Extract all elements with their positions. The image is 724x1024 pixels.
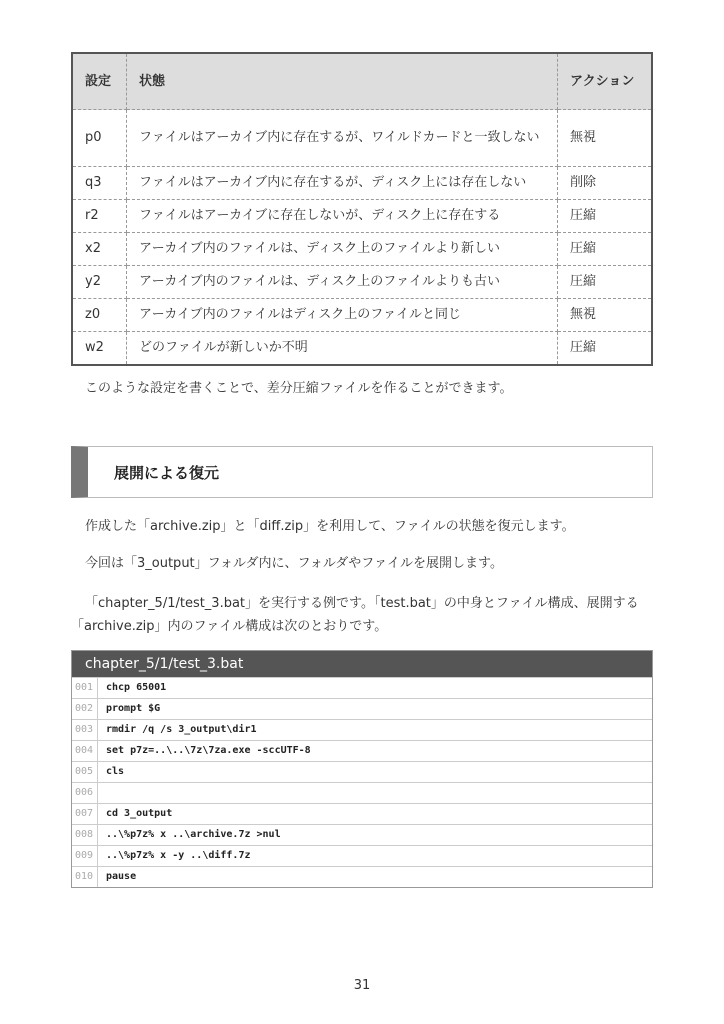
cell-action: 無視 — [558, 110, 653, 167]
code-line — [72, 698, 652, 719]
code-line — [72, 803, 652, 824]
table-row — [72, 200, 652, 233]
code-line — [72, 740, 652, 761]
table-row — [72, 233, 652, 266]
header-state: 状態 — [127, 53, 558, 110]
cell-state: アーカイブ内のファイルはディスク上のファイルと同じ — [127, 299, 558, 332]
code-text: chcp 65001 — [106, 682, 167, 693]
line-number: 009 — [72, 846, 98, 866]
line-number: 001 — [72, 678, 98, 698]
code-text: ..\%p7z% x -y ..\diff.7z — [106, 850, 251, 861]
table-row — [72, 167, 652, 200]
table-row — [72, 266, 652, 299]
code-line — [72, 677, 652, 698]
line-number: 010 — [72, 867, 98, 887]
paragraph: このような設定を書くことで、差分圧縮ファイルを作ることができます。 — [85, 381, 513, 396]
code-text: prompt $G — [106, 703, 161, 714]
code-line — [72, 824, 652, 845]
code-text: rmdir /q /s 3_output\dir1 — [106, 724, 257, 735]
code-text — [98, 783, 106, 803]
cell-setting: y2 — [72, 266, 127, 299]
table-row — [72, 332, 652, 366]
cell-state: アーカイブ内のファイルは、ディスク上のファイルよりも古い — [127, 266, 558, 299]
line-number: 006 — [72, 783, 98, 803]
cell-setting: w2 — [72, 332, 127, 366]
cell-state: どのファイルが新しいか不明 — [127, 332, 558, 366]
line-number: 007 — [72, 804, 98, 824]
paragraph: 今回は「3_output」フォルダ内に、フォルダやファイルを展開します。 — [85, 556, 504, 571]
section-heading — [71, 446, 653, 498]
cell-action: 圧縮 — [558, 233, 653, 266]
cell-state: ファイルはアーカイブ内に存在するが、ワイルドカードと一致しない — [127, 110, 558, 167]
code-text: pause — [106, 871, 137, 882]
code-text: cd 3_output — [106, 808, 173, 819]
code-text: ..\%p7z% x ..\archive.7z >nul — [106, 829, 281, 840]
table-header — [72, 53, 652, 110]
code-text: cls — [106, 766, 125, 777]
cell-state: アーカイブ内のファイルは、ディスク上のファイルより新しい — [127, 233, 558, 266]
page-number: 31 — [353, 978, 371, 993]
header-setting: 設定 — [72, 53, 127, 110]
code-line — [72, 761, 652, 782]
cell-action: 無視 — [558, 299, 653, 332]
code-title: chapter_5/1/test_3.bat — [72, 651, 652, 677]
line-number: 003 — [72, 720, 98, 740]
heading-text: 展開による復元 — [114, 464, 220, 482]
code-line — [72, 866, 652, 887]
code-line — [72, 782, 652, 803]
code-line — [72, 845, 652, 866]
table-row — [72, 110, 652, 167]
line-number: 002 — [72, 699, 98, 719]
cell-setting: p0 — [72, 110, 127, 167]
cell-state: ファイルはアーカイブに存在しないが、ディスク上に存在する — [127, 200, 558, 233]
code-line — [72, 719, 652, 740]
cell-action: 削除 — [558, 167, 653, 200]
cell-setting: r2 — [72, 200, 127, 233]
cell-action: 圧縮 — [558, 200, 653, 233]
cell-setting: q3 — [72, 167, 127, 200]
code-block — [71, 650, 653, 888]
cell-state: ファイルはアーカイブ内に存在するが、ディスク上には存在しない — [127, 167, 558, 200]
line-number: 005 — [72, 762, 98, 782]
paragraph: 「chapter_5/1/test_3.bat」を実行する例です。「test.bat」の中身とファイル構成、展開する「archive.zip」内のファイル構成は次のとおりです。 — [71, 596, 639, 634]
code-text: set p7z=..\..\7z\7za.exe -sccUTF-8 — [106, 745, 311, 756]
cell-setting: z0 — [72, 299, 127, 332]
cell-setting: x2 — [72, 233, 127, 266]
cell-action: 圧縮 — [558, 266, 653, 299]
cell-action: 圧縮 — [558, 332, 653, 366]
table-row — [72, 299, 652, 332]
header-action: アクション — [558, 53, 653, 110]
settings-table — [71, 52, 653, 366]
paragraph: 作成した「archive.zip」と「diff.zip」を利用して、ファイルの状態を復元します。 — [85, 519, 575, 534]
line-number: 004 — [72, 741, 98, 761]
line-number: 008 — [72, 825, 98, 845]
